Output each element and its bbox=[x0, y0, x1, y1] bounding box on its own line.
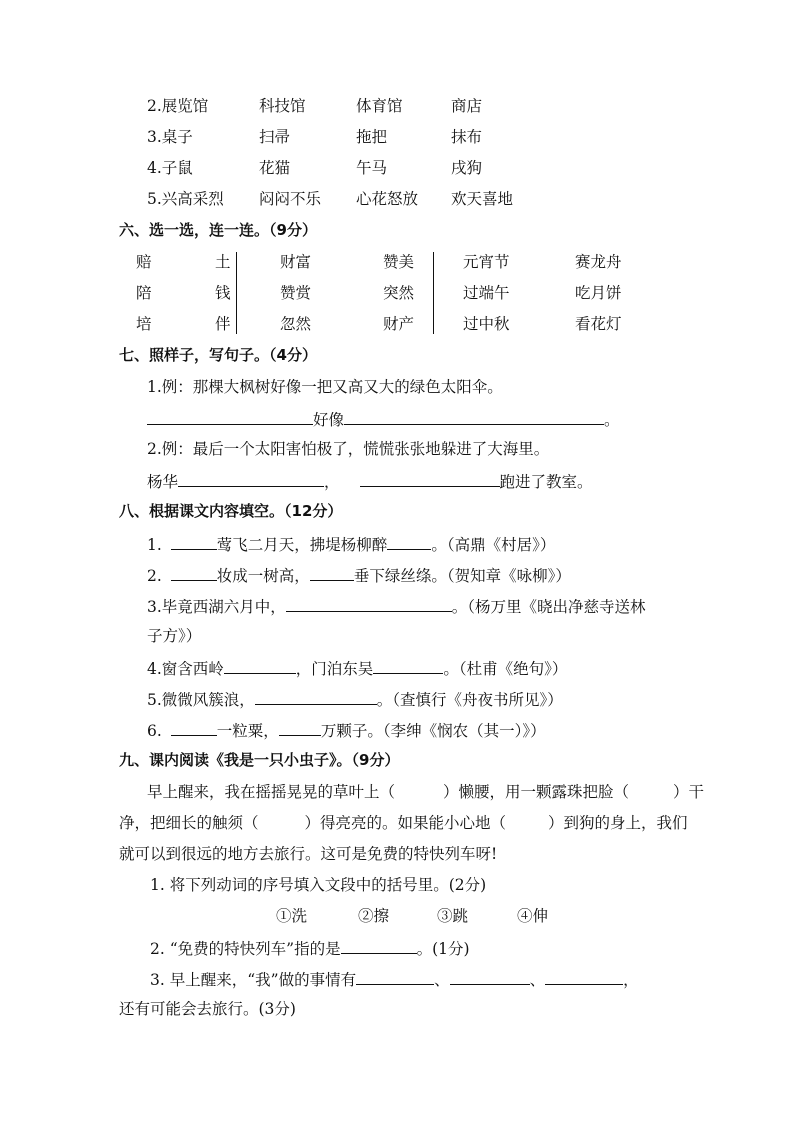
s8-q1 bbox=[147, 533, 555, 555]
answer-blank[interactable] bbox=[450, 968, 530, 985]
word-2-1: 2.展览馆 bbox=[147, 97, 209, 115]
s7-q1-mid: 好像 bbox=[313, 411, 345, 429]
s9-q2-b: 。(1分) bbox=[416, 940, 470, 958]
answer-blank[interactable] bbox=[373, 657, 443, 674]
answer-blank[interactable] bbox=[178, 470, 324, 487]
passage-text: ）懒腰，用一颗露珠把脸（ bbox=[443, 783, 630, 801]
word-3-3: 拖把 bbox=[356, 128, 388, 146]
section6-title: 六、选一选，连一连。（9分） bbox=[119, 221, 317, 239]
s9-q3-a: 3. 早上醒来，“我”做的事情有 bbox=[150, 971, 357, 989]
option-4: ④伸 bbox=[517, 907, 549, 925]
section8-title: 八、根据课文内容填空。（12分） bbox=[119, 502, 343, 520]
s7-q1-end: 。 bbox=[604, 411, 620, 429]
s8-q6 bbox=[147, 719, 546, 741]
g1-right-1[interactable]: 土 bbox=[215, 253, 231, 271]
option-1: ①洗 bbox=[276, 907, 308, 925]
word-3-1: 3.桌子 bbox=[147, 128, 193, 146]
answer-blank[interactable] bbox=[310, 564, 354, 581]
answer-blank[interactable] bbox=[545, 968, 623, 985]
s7-q2-end: 跑进了教室。 bbox=[499, 473, 593, 491]
word-4-4: 戌狗 bbox=[451, 159, 483, 177]
g1-left-2[interactable]: 陪 bbox=[136, 284, 152, 302]
answer-blank[interactable] bbox=[387, 533, 431, 550]
s9-passage-line1 bbox=[147, 782, 704, 802]
g2-left-2[interactable]: 赞赏 bbox=[280, 284, 312, 302]
word-2-2: 科技馆 bbox=[259, 97, 306, 115]
g1-left-3[interactable]: 培 bbox=[136, 315, 152, 333]
s9-passage-line3: 就可以到很远的地方去旅行。这可是免费的特快列车呀! bbox=[119, 845, 498, 863]
s7-q2-start: 杨华 bbox=[147, 473, 179, 491]
answer-blank[interactable] bbox=[341, 937, 417, 954]
s8-q5-a: 5.微微风簇浪， bbox=[147, 691, 255, 709]
section9-title: 九、课内阅读《我是一只小虫子》。（9分） bbox=[119, 751, 400, 769]
s8-q4-b: ，门泊东吴 bbox=[295, 660, 374, 678]
answer-blank[interactable] bbox=[360, 470, 500, 487]
s7-q1-line bbox=[147, 408, 620, 430]
answer-blank[interactable] bbox=[279, 719, 321, 736]
section7-title: 七、照样子，写句子。（4分） bbox=[119, 346, 317, 364]
answer-blank[interactable] bbox=[356, 968, 434, 985]
answer-blank[interactable] bbox=[147, 408, 313, 425]
s9-q2 bbox=[150, 937, 470, 959]
s8-q1-num: 1. bbox=[147, 536, 162, 554]
s7-q2-example: 2.例：最后一个太阳害怕极了，慌慌张张地躲进了大海里。 bbox=[147, 440, 550, 458]
s8-q3-cont: 子方》） bbox=[147, 627, 202, 645]
g3-left-3[interactable]: 过中秋 bbox=[463, 315, 510, 333]
s8-q2-b: 垂下绿丝绦。（贺知章《咏柳》） bbox=[353, 567, 571, 585]
option-2: ②擦 bbox=[358, 907, 390, 925]
word-5-4: 欢天喜地 bbox=[451, 190, 514, 208]
divider-line-1 bbox=[236, 252, 237, 334]
answer-blank[interactable] bbox=[171, 564, 217, 581]
word-2-4: 商店 bbox=[451, 97, 483, 115]
word-5-1: 5.兴高采烈 bbox=[147, 190, 224, 208]
s8-q6-a: 一粒粟， bbox=[216, 722, 279, 740]
answer-blank[interactable] bbox=[255, 688, 377, 705]
g1-right-3[interactable]: 伴 bbox=[215, 315, 231, 333]
s7-q1-example: 1.例：那棵大枫树好像一把又高又大的绿色太阳伞。 bbox=[147, 378, 503, 396]
word-3-2: 扫帚 bbox=[259, 128, 291, 146]
s8-q2-a: 妆成一树高， bbox=[216, 567, 310, 585]
g2-left-3[interactable]: 忽然 bbox=[280, 315, 312, 333]
s9-q3-cont: 还有可能会去旅行。(3分) bbox=[119, 1000, 296, 1018]
s9-q3 bbox=[150, 968, 639, 990]
answer-blank[interactable] bbox=[344, 408, 604, 425]
passage-text: 早上醒来，我在摇摇晃晃的草叶上（ bbox=[147, 783, 396, 801]
g1-left-1[interactable]: 赔 bbox=[136, 253, 152, 271]
word-2-3: 体育馆 bbox=[356, 97, 403, 115]
s9-q2-a: 2. “免费的特快列车”指的是 bbox=[150, 940, 341, 958]
answer-blank[interactable] bbox=[171, 533, 217, 550]
s8-q3-a: 3.毕竟西湖六月中， bbox=[147, 598, 286, 616]
s9-q3-sep: ， bbox=[623, 971, 639, 989]
s8-q3-b: 。（杨万里《晓出净慈寺送林 bbox=[451, 598, 646, 616]
g3-left-1[interactable]: 元宵节 bbox=[463, 253, 510, 271]
s9-q3-sep: 、 bbox=[434, 971, 450, 989]
g2-right-2[interactable]: 突然 bbox=[383, 284, 415, 302]
s8-q1-b: 。（高鼎《村居》） bbox=[431, 536, 556, 554]
word-4-1: 4.子鼠 bbox=[147, 159, 193, 177]
word-4-3: 午马 bbox=[356, 159, 388, 177]
s8-q5 bbox=[147, 688, 563, 710]
s8-q2 bbox=[147, 564, 571, 586]
passage-text: 净，把细长的触须（ bbox=[119, 814, 259, 832]
answer-blank[interactable] bbox=[286, 595, 452, 612]
g3-right-2[interactable]: 吃月饼 bbox=[575, 284, 622, 302]
s7-q2-line bbox=[147, 470, 593, 492]
divider-line-2 bbox=[433, 252, 434, 334]
word-5-2: 闷闷不乐 bbox=[259, 190, 322, 208]
g2-right-1[interactable]: 赞美 bbox=[383, 253, 415, 271]
s8-q5-b: 。（查慎行《舟夜书所见》） bbox=[376, 691, 563, 709]
g1-right-2[interactable]: 钱 bbox=[215, 284, 231, 302]
s9-passage-line2 bbox=[119, 813, 688, 833]
answer-blank[interactable] bbox=[224, 657, 296, 674]
s8-q2-num: 2. bbox=[147, 567, 162, 585]
g3-right-1[interactable]: 赛龙舟 bbox=[575, 253, 622, 271]
s9-q1: 1. 将下列动词的序号填入文段中的括号里。(2分) bbox=[150, 876, 487, 894]
s8-q4-c: 。（杜甫《绝句》） bbox=[443, 660, 568, 678]
answer-blank[interactable] bbox=[171, 719, 217, 736]
s8-q1-a: 莺飞二月天，拂堤杨柳醉 bbox=[216, 536, 388, 554]
passage-text: ）到狗的身上，我们 bbox=[548, 814, 688, 832]
passage-text: ）得亮亮的。如果能小心地（ bbox=[304, 814, 507, 832]
word-5-3: 心花怒放 bbox=[356, 190, 419, 208]
s7-q2-comma: ， bbox=[324, 473, 340, 491]
s8-q4-a: 4.窗含西岭 bbox=[147, 660, 224, 678]
option-3: ③跳 bbox=[437, 907, 469, 925]
g3-right-3[interactable]: 看花灯 bbox=[575, 315, 622, 333]
s8-q3 bbox=[147, 595, 646, 617]
g3-left-2[interactable]: 过端午 bbox=[463, 284, 510, 302]
g2-left-1[interactable]: 财富 bbox=[280, 253, 312, 271]
g2-right-3[interactable]: 财产 bbox=[383, 315, 415, 333]
s8-q6-b: 万颗子。（李绅《悯农（其一）》） bbox=[320, 722, 546, 740]
s8-q6-num: 6. bbox=[147, 722, 162, 740]
s8-q4 bbox=[147, 657, 567, 679]
s9-q3-sep: 、 bbox=[529, 971, 546, 989]
word-4-2: 花猫 bbox=[259, 159, 291, 177]
passage-text: ）干 bbox=[673, 783, 705, 801]
word-3-4: 抹布 bbox=[451, 128, 483, 146]
